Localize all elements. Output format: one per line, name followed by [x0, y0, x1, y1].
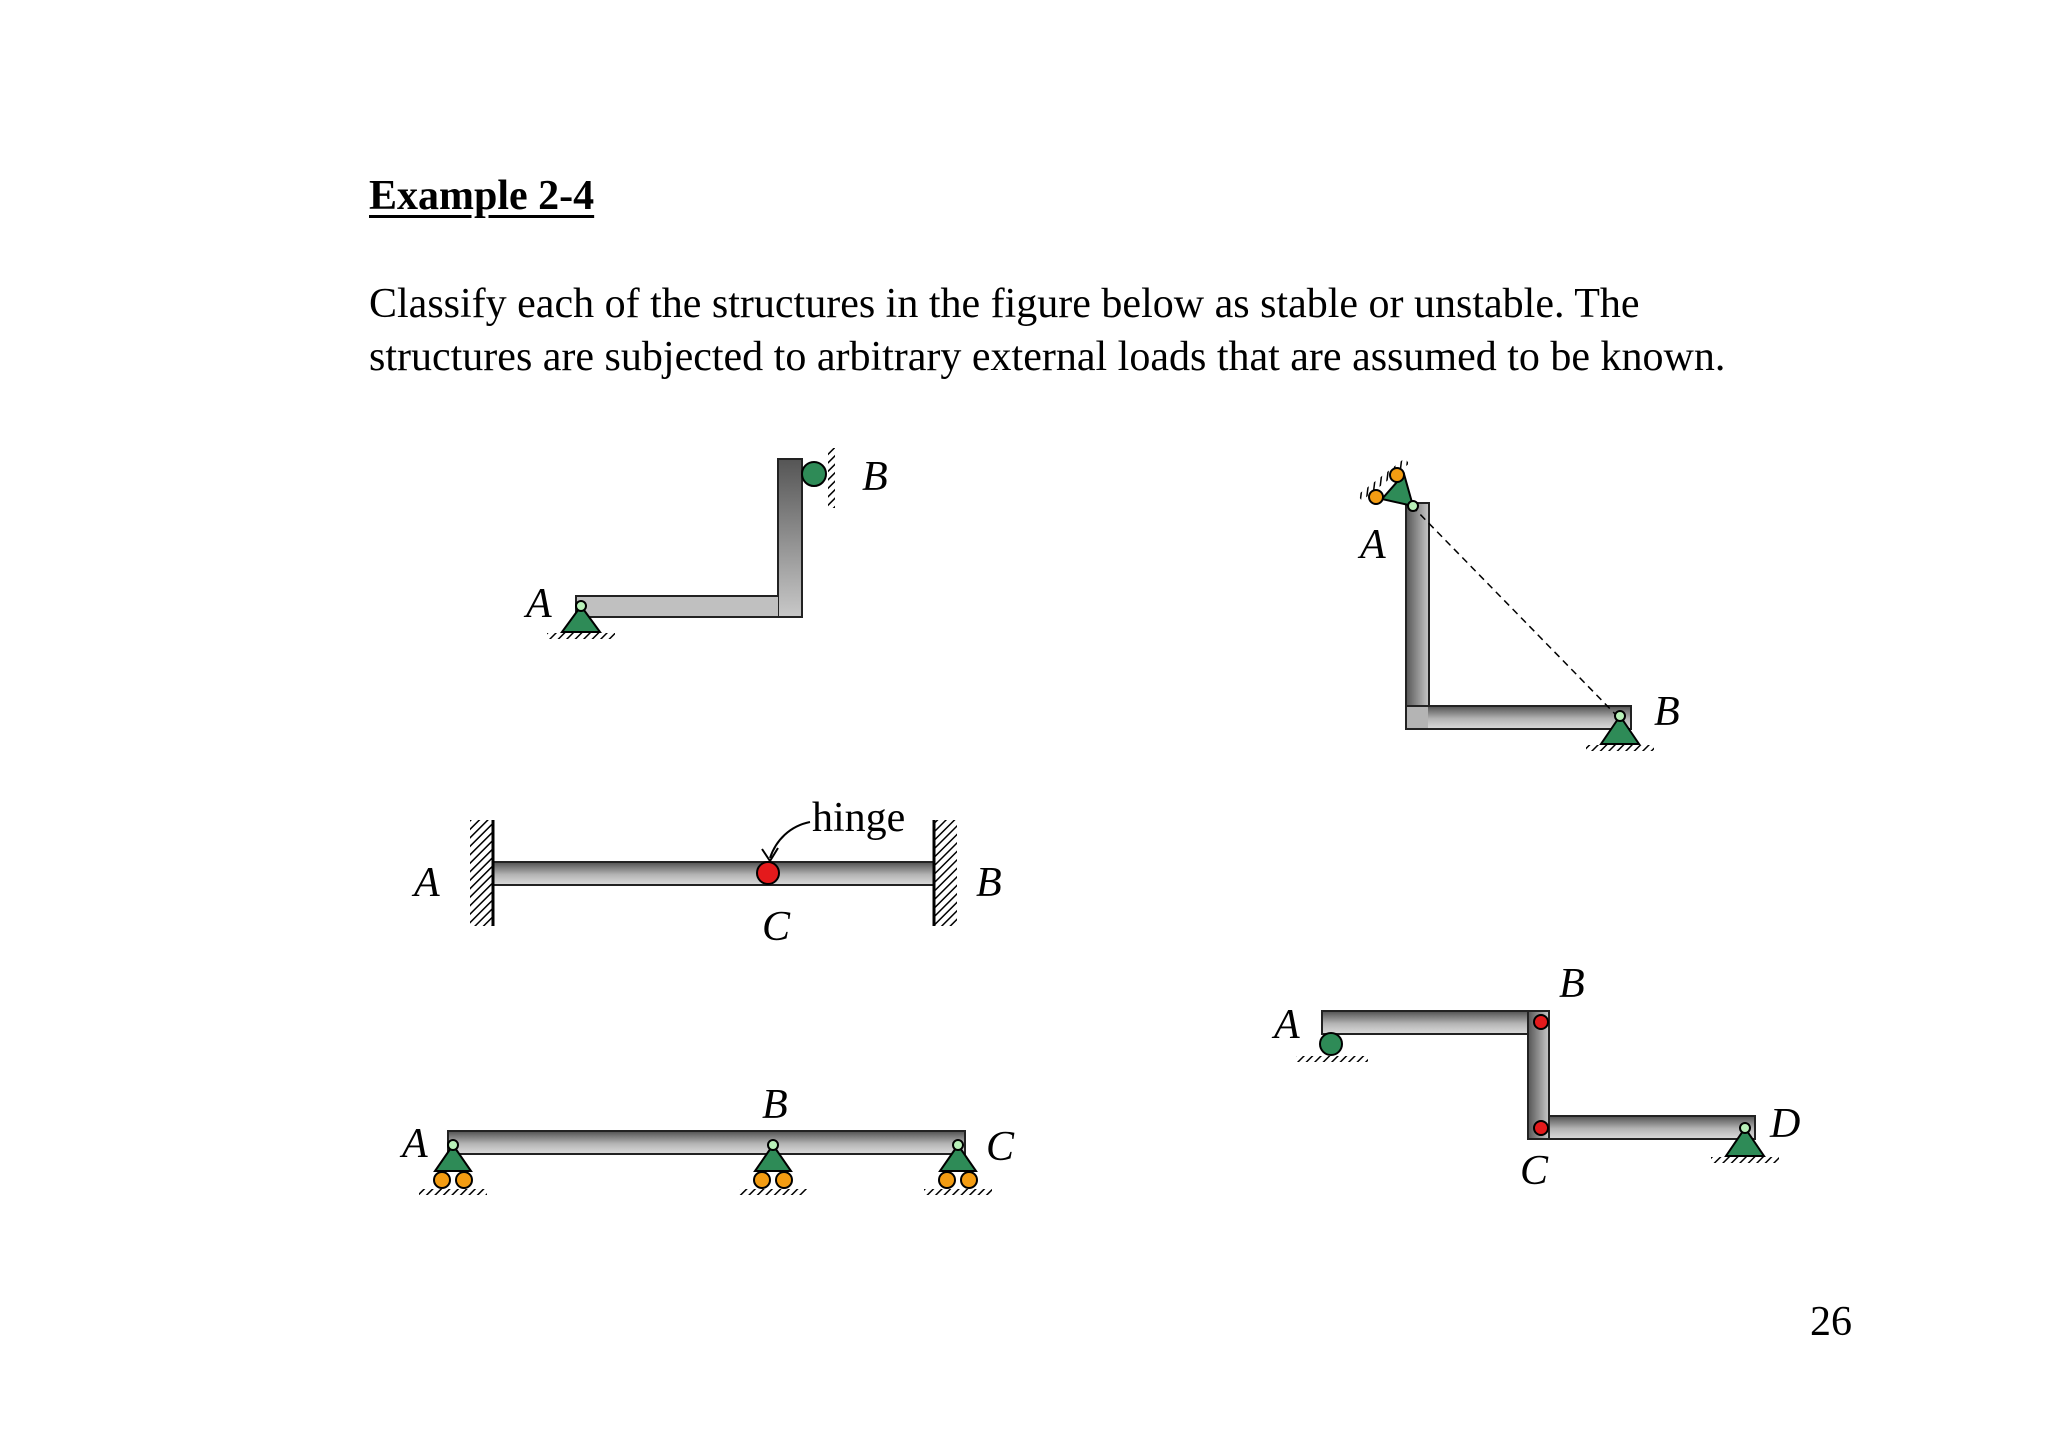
label-b: B	[1559, 961, 1585, 1007]
frame-a-member	[576, 459, 802, 617]
roller-wheel-icon	[434, 1172, 450, 1188]
pin-node-icon	[768, 1140, 778, 1150]
frame-b-vertical-member	[1406, 503, 1429, 729]
page-number: 26	[1810, 1299, 1852, 1345]
pin-node-icon	[1740, 1123, 1750, 1133]
ground-hatch-icon	[419, 1189, 487, 1195]
roller-wheel-icon	[939, 1172, 955, 1188]
frame-b-horizontal-member	[1406, 706, 1631, 729]
fixed-wall-hatch-icon	[934, 820, 957, 926]
frame-b-figure	[1357, 458, 1680, 751]
ground-hatch-icon	[739, 1189, 807, 1195]
wall-hatch-icon	[828, 448, 835, 508]
hinge-icon	[757, 862, 779, 884]
roller-icon	[1320, 1033, 1342, 1055]
problem-line-2: structures are subjected to arbitrary external loads that are assumed to be known.	[369, 334, 1726, 380]
fixed-beam-figure	[411, 795, 1002, 950]
pin-node-icon	[576, 601, 586, 611]
frame-a-horizontal-shade	[576, 596, 778, 617]
problem-line-1: Classify each of the structures in the figure below as stable or unstable. The	[369, 281, 1640, 327]
pin-node-icon	[1615, 711, 1625, 721]
label-b: B	[976, 860, 1002, 906]
hinge-icon	[1534, 1121, 1548, 1135]
pin-node-icon	[953, 1140, 963, 1150]
label-c: C	[762, 904, 791, 950]
label-a: A	[402, 1121, 428, 1167]
roller-wheel-icon	[1390, 468, 1404, 482]
z-frame-vertical-member	[1528, 1011, 1549, 1139]
label-a: A	[414, 860, 440, 906]
example-title: Example 2-4	[369, 173, 595, 219]
label-b: B	[862, 454, 888, 500]
z-frame-figure	[1271, 961, 1800, 1194]
roller-wheel-icon	[1369, 490, 1383, 504]
pin-node-icon	[448, 1140, 458, 1150]
hinge-label: hinge	[812, 795, 906, 841]
roller-wheel-icon	[754, 1172, 770, 1188]
label-c: C	[986, 1124, 1015, 1170]
label-b: B	[762, 1082, 788, 1128]
frame-a-vertical-shade	[778, 459, 802, 617]
hinge-icon	[1534, 1015, 1548, 1029]
z-frame-bottom-member	[1549, 1116, 1755, 1139]
ground-hatch-icon	[924, 1189, 992, 1195]
beam-member	[448, 1131, 965, 1154]
label-c: C	[1520, 1148, 1549, 1194]
pin-node-icon	[1408, 501, 1418, 511]
z-frame-top-member	[1322, 1011, 1549, 1034]
roller-icon	[802, 462, 826, 486]
ground-hatch-icon	[1711, 1157, 1779, 1163]
label-a: A	[526, 581, 552, 627]
line-of-action	[1412, 506, 1620, 719]
ground-hatch-icon	[1296, 1056, 1368, 1062]
label-d: D	[1770, 1101, 1801, 1147]
beam-member	[493, 862, 934, 885]
frame-a-figure	[523, 448, 888, 639]
ground-hatch-icon	[547, 633, 615, 639]
label-a: A	[1274, 1002, 1300, 1048]
roller-wheel-icon	[776, 1172, 792, 1188]
roller-wheel-icon	[961, 1172, 977, 1188]
ground-hatch-icon	[1586, 745, 1654, 751]
label-b: B	[1654, 689, 1680, 735]
label-a: A	[1360, 522, 1386, 568]
continuous-beam-figure	[399, 1082, 1015, 1195]
roller-wheel-icon	[456, 1172, 472, 1188]
fixed-wall-hatch-icon	[470, 820, 493, 926]
